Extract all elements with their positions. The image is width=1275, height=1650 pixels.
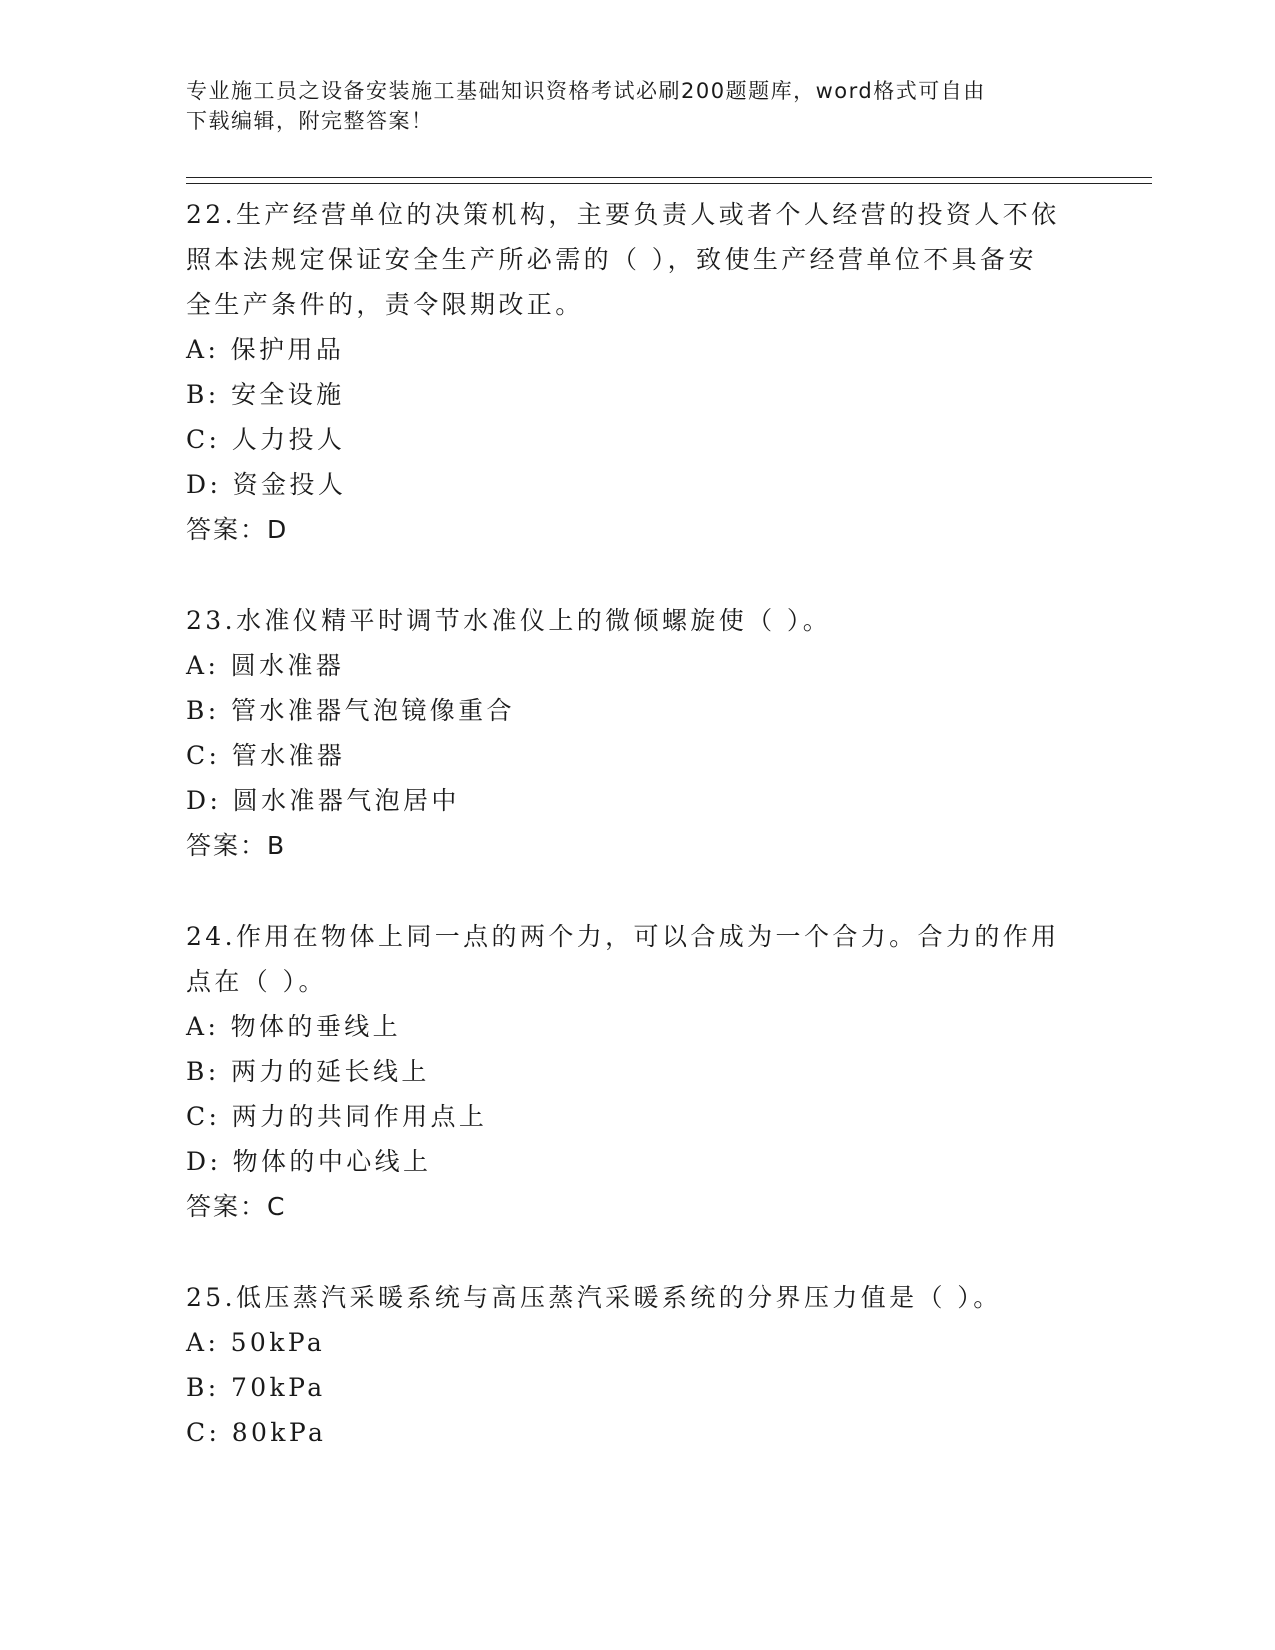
question-stem-line: 全生产条件的，责令限期改正。 [186, 290, 584, 319]
option-d: D: 圆水准器气泡居中 [186, 786, 460, 815]
question-spacer [186, 552, 1086, 598]
header-title-line-2: 下载编辑，附完整答案！ [186, 109, 434, 133]
document-header [186, 76, 1076, 136]
question-stem-line: 25.低压蒸汽采暖系统与高压蒸汽采暖系统的分界压力值是（ ）。 [186, 1283, 1002, 1312]
question-24 [186, 914, 1086, 1229]
answer-line: 答案：D [186, 515, 289, 544]
question-stem-line: 22.生产经营单位的决策机构，主要负责人或者个人经营的投资人不依 [186, 200, 1060, 229]
option-b: B: 管水准器气泡镜像重合 [186, 696, 515, 725]
option-c: C: 管水准器 [186, 741, 346, 770]
answer-line: 答案：B [186, 831, 287, 860]
option-c: C: 两力的共同作用点上 [186, 1102, 488, 1131]
question-list [186, 192, 1086, 1455]
option-d: D: 资金投人 [186, 470, 347, 499]
header-title-line-1: 专业施工员之设备安装施工基础知识资格考试必刷200题题库，word格式可自由 [186, 79, 986, 103]
question-spacer [186, 868, 1086, 914]
option-a: A: 圆水准器 [186, 651, 345, 680]
header-divider-top [186, 177, 1152, 178]
question-22 [186, 192, 1086, 552]
option-b: B: 70kPa [186, 1373, 326, 1402]
option-d: D: 物体的中心线上 [186, 1147, 432, 1176]
option-b: B: 两力的延长线上 [186, 1057, 430, 1086]
option-c: C: 人力投人 [186, 425, 346, 454]
option-a: A: 保护用品 [186, 335, 345, 364]
answer-line: 答案：C [186, 1192, 287, 1221]
question-25 [186, 1275, 1086, 1455]
header-divider-bottom [186, 183, 1152, 184]
question-spacer [186, 1229, 1086, 1275]
question-stem-line: 24.作用在物体上同一点的两个力，可以合成为一个合力。合力的作用 [186, 922, 1060, 951]
option-a: A: 物体的垂线上 [186, 1012, 402, 1041]
question-stem-line: 点在（ ）。 [186, 967, 327, 996]
option-c: C: 80kPa [186, 1418, 327, 1447]
question-23 [186, 598, 1086, 868]
option-b: B: 安全设施 [186, 380, 345, 409]
option-a: A: 50kPa [186, 1328, 326, 1357]
question-stem-line: 23.水准仪精平时调节水准仪上的微倾螺旋使（ ）。 [186, 606, 832, 635]
question-stem-line: 照本法规定保证安全生产所必需的（ ），致使生产经营单位不具备安 [186, 245, 1037, 274]
